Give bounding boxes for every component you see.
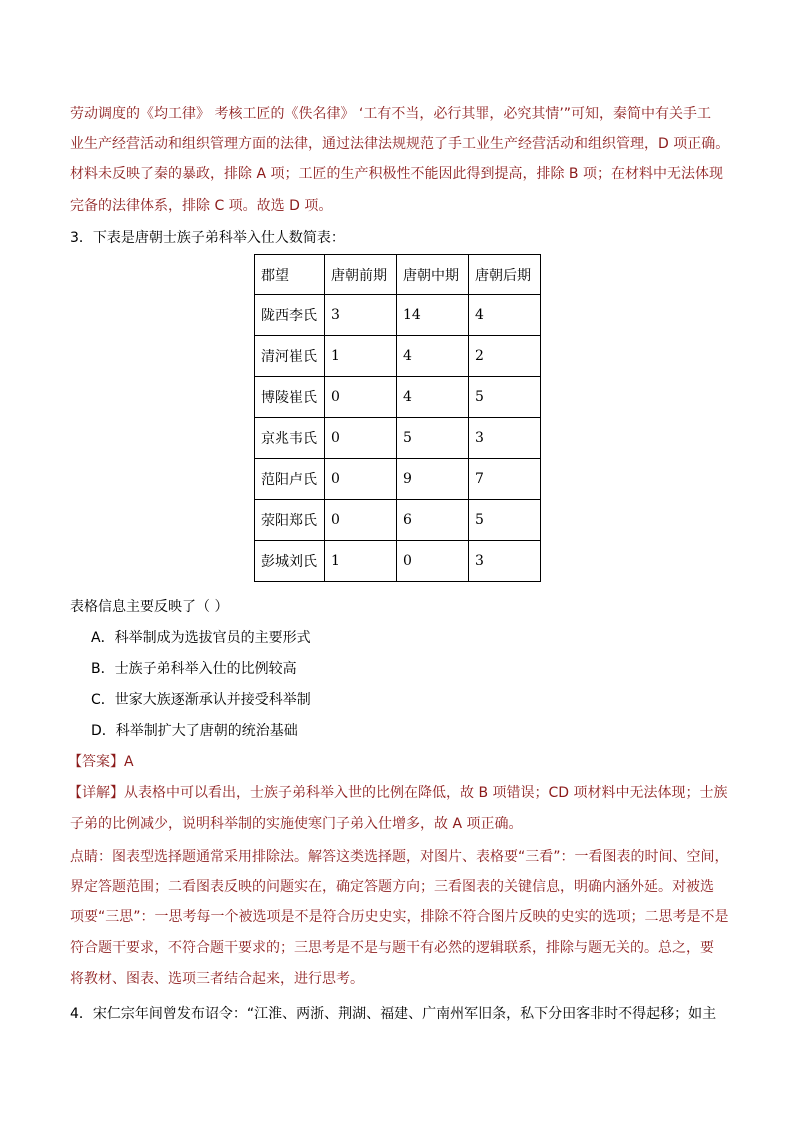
detail-line-1: [68, 783, 728, 803]
table-cell: 14: [397, 295, 469, 336]
table-header: 唐朝后期: [469, 255, 541, 295]
explanation-line-2: 业生产经营活动和组织管理方面的法律，通过法律法规规范了手工业生产经营活动和组织管理，D 项正确。: [70, 136, 730, 152]
table-cell: 0: [325, 377, 397, 418]
table-cell: 4: [469, 295, 541, 336]
tips-line-4: 符合题干要求，不符合题干要求的；三思考是不是与题干有必然的逻辑联系，排除与题无关的。总之，要: [70, 940, 714, 956]
exam-table: [254, 254, 541, 582]
table-row: [255, 459, 541, 500]
table-header-row: [255, 255, 541, 295]
table-cell: 陇西李氏: [255, 295, 325, 336]
table-cell: 5: [397, 418, 469, 459]
table-cell: 0: [397, 541, 469, 582]
answer-value: A: [124, 754, 134, 770]
table-cell: 清河崔氏: [255, 336, 325, 377]
table-cell: 0: [325, 418, 397, 459]
detail-line-2: 子弟的比例减少，说明科举制的实施使寒门子弟入仕增多，故 A 项正确。: [70, 816, 523, 832]
answer-label: 【答案】: [68, 754, 124, 770]
table-cell: 京兆韦氏: [255, 418, 325, 459]
option-a: A．科举制成为选拔官员的主要形式: [91, 630, 311, 646]
table-cell: 博陵崔氏: [255, 377, 325, 418]
question-3-prompt: 表格信息主要反映了（ ）: [70, 599, 229, 615]
table-cell: 彭城刘氏: [255, 541, 325, 582]
table-header: 唐朝前期: [325, 255, 397, 295]
tips-line-5: 将教材、图表、选项三者结合起来，进行思考。: [70, 971, 364, 987]
table-cell: 9: [397, 459, 469, 500]
table-cell: 1: [325, 336, 397, 377]
detail-label: 【详解】: [68, 785, 124, 801]
table-cell: 荥阳郑氏: [255, 500, 325, 541]
table-header: 郡望: [255, 255, 325, 295]
table-row: [255, 336, 541, 377]
table-row: [255, 377, 541, 418]
question-4-stem: 4．宋仁宗年间曾发布诏令：“江淮、两浙、荆湖、福建、广南州军旧条，私下分田客非时不得起移；如主: [70, 1006, 717, 1022]
tips-line-3: 项要“三思”：一思考每一个被选项是不是符合历史史实，排除不符合图片反映的史实的选项；二思考是不是: [70, 909, 729, 925]
table-cell: 5: [469, 500, 541, 541]
table-row: [255, 500, 541, 541]
table-cell: 范阳卢氏: [255, 459, 325, 500]
table-row: [255, 541, 541, 582]
tips-line-2: 界定答题范围；二看图表反映的问题实在，确定答题方向；三看图表的关键信息，明确内涵外延。对被选: [70, 879, 714, 895]
table-cell: 3: [469, 418, 541, 459]
table-cell: 3: [469, 541, 541, 582]
tips-line-1: 点睛：图表型选择题通常采用排除法。解答这类选择题，对图片、表格要“三看”：一看图表的时间、空间，: [70, 849, 729, 865]
option-b: B．士族子弟科举入仕的比例较高: [91, 661, 297, 677]
option-c: C．世家大族逐渐承认并接受科举制: [91, 692, 311, 708]
table-cell: 2: [469, 336, 541, 377]
table-cell: 5: [469, 377, 541, 418]
table-cell: 0: [325, 500, 397, 541]
table-row: [255, 418, 541, 459]
table-cell: 3: [325, 295, 397, 336]
table-cell: 0: [325, 459, 397, 500]
option-d: D．科举制扩大了唐朝的统治基础: [91, 723, 298, 739]
table-cell: 4: [397, 377, 469, 418]
table-cell: 7: [469, 459, 541, 500]
explanation-line-1: 劳动调度的《均工律》 考核工匠的《佚名律》 ‘工有不当，必行其罪，必究其情’”可知，秦简中有关手工: [70, 106, 712, 122]
table-header: 唐朝中期: [397, 255, 469, 295]
answer-line: [68, 752, 134, 772]
table-row: [255, 295, 541, 336]
question-3-stem: 3．下表是唐朝士族子弟科举入仕人数简表：: [70, 230, 345, 246]
explanation-line-4: 完备的法律体系，排除 C 项。故选 D 项。: [70, 198, 333, 214]
explanation-line-3: 材料未反映了秦的暴政，排除 A 项；工匠的生产积极性不能因此得到提高，排除 B 项；在材料中无法体现: [70, 166, 723, 182]
table-cell: 6: [397, 500, 469, 541]
table-cell: 1: [325, 541, 397, 582]
detail-text: 从表格中可以看出，士族子弟科举入世的比例在降低，故 B 项错误；CD 项材料中无法体现；士族: [124, 785, 728, 801]
table-cell: 4: [397, 336, 469, 377]
